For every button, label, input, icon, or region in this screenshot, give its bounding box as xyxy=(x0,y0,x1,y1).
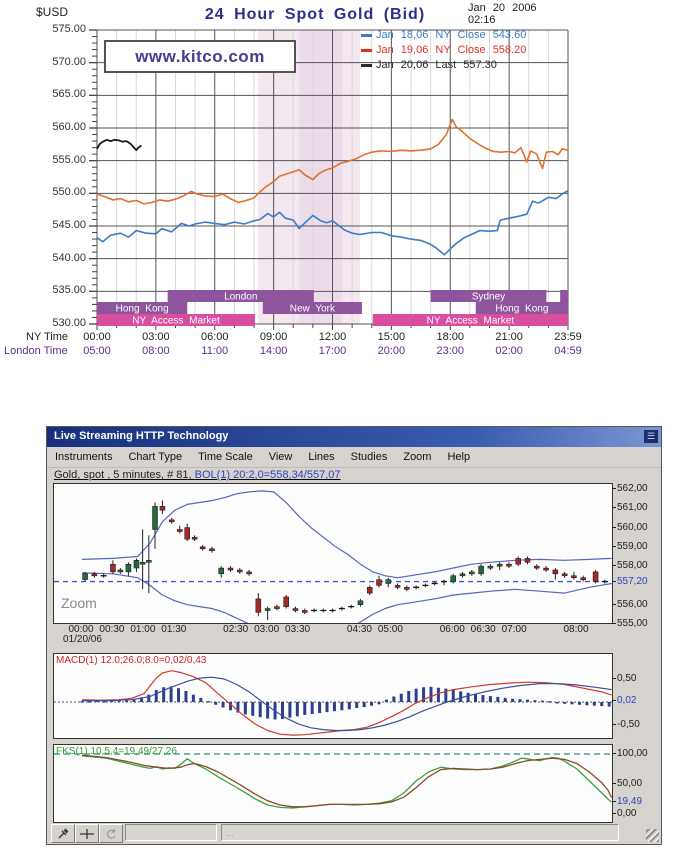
refresh-icon xyxy=(105,828,117,840)
legend-label: Jan 20,06 Last 557.30 xyxy=(376,59,497,71)
london-time-tick: 08:00 xyxy=(142,345,170,357)
ny-time-tick: 23:59 xyxy=(554,331,582,343)
macd-axis-label: 0,50 xyxy=(617,673,637,684)
ny-time-label: NY Time xyxy=(26,331,68,343)
ny-time-tick: 12:00 xyxy=(318,331,347,343)
kitco-watermark-text: www.kitco.com xyxy=(135,46,265,66)
pin-icon xyxy=(56,828,70,840)
kitco-timestamp xyxy=(468,2,537,26)
london-time-tick: 17:00 xyxy=(318,345,347,357)
window-menu-icon[interactable]: ☰ xyxy=(644,430,658,443)
time-axis-label: 08:00 xyxy=(563,624,589,635)
stochastic-axis-label: 19,49 xyxy=(617,796,643,808)
legend-label: Jan 19,06 NY Close 558.20 xyxy=(376,44,527,56)
window-title: Live Streaming HTTP Technology xyxy=(54,430,229,442)
menu-item-time-scale[interactable]: Time Scale xyxy=(198,451,253,463)
ny-time-tick: 06:00 xyxy=(200,331,229,343)
stochastic-axis-tick xyxy=(612,801,616,802)
time-axis-label: 06:30 xyxy=(470,624,496,635)
session-label: Hong Kong xyxy=(495,303,549,315)
y-axis-label: 565.00 xyxy=(52,88,86,101)
resize-grip[interactable] xyxy=(646,829,659,842)
kitco-chart-title: 24 Hour Spot Gold (Bid) xyxy=(204,6,426,23)
menu-item-chart-type[interactable]: Chart Type xyxy=(128,451,183,463)
london-time-label: London Time xyxy=(4,345,68,357)
legend-label: Jan 18,06 NY Close 543.60 xyxy=(376,29,527,41)
y-axis-label: 535.00 xyxy=(52,284,86,297)
ny-time-tick: 03:00 xyxy=(142,331,170,343)
y-axis-label: 530.00 xyxy=(52,316,86,329)
ny-time-tick: 15:00 xyxy=(377,331,406,343)
zoom-watermark: Zoom xyxy=(61,595,97,611)
kitco-plot xyxy=(0,0,640,366)
time-axis-label: 04:30 xyxy=(346,624,372,635)
session-label: Hong Kong xyxy=(115,303,169,315)
y-axis-label: 555.00 xyxy=(52,153,86,166)
price-axis-tick xyxy=(612,546,616,547)
london-time-tick: 20:00 xyxy=(377,345,406,357)
stochastic-indicator-label: FKS(1) 10,5,4=19,49/27,26 xyxy=(56,746,177,757)
legend-entry xyxy=(361,59,497,71)
trading-app-window xyxy=(46,426,662,845)
pin-tool-button[interactable] xyxy=(51,824,75,843)
status-panel-1 xyxy=(125,824,217,841)
status-panel-2 xyxy=(221,824,619,841)
price-axis-label: 555,00 xyxy=(617,617,648,629)
legend-entry xyxy=(361,29,526,41)
legend-entry xyxy=(361,44,526,56)
menu-item-zoom[interactable]: Zoom xyxy=(403,451,432,463)
london-time-tick: 04:59 xyxy=(554,345,582,357)
session-label: NY Access Market xyxy=(132,315,220,327)
session-label: NY Access Market xyxy=(426,315,515,327)
kitco-gold-chart xyxy=(0,0,640,370)
session-label: Sydney xyxy=(471,291,506,303)
legend-marker xyxy=(361,64,372,67)
menu-item-studies[interactable]: Studies xyxy=(350,451,388,463)
price-axis-tick xyxy=(612,604,616,605)
candle-chart[interactable] xyxy=(53,483,613,624)
status-bar xyxy=(49,824,661,843)
stochastic-axis-tick xyxy=(612,783,616,784)
chart-header xyxy=(54,469,341,481)
session-label: New York xyxy=(289,303,336,315)
macd-indicator-label: MACD(1) 12.0;26.0;8.0=0,02/0,43 xyxy=(56,655,207,666)
crosshair-icon xyxy=(79,828,95,840)
price-axis-label: 560,00 xyxy=(617,521,648,533)
menu-item-view[interactable]: View xyxy=(268,451,293,463)
price-axis-label: 561,00 xyxy=(617,502,648,514)
stochastic-axis-label: 0,00 xyxy=(617,808,637,819)
y-axis-label: 570.00 xyxy=(52,55,86,68)
menu-item-help[interactable]: Help xyxy=(447,451,471,463)
time-axis-label: 01:00 xyxy=(130,624,156,635)
timestamp-time: 02:16 xyxy=(468,14,496,26)
instrument-label: Gold, spot , 5 minutes, # 81, xyxy=(54,469,195,481)
stochastic-axis-tick xyxy=(612,813,616,814)
time-axis-label: 05:00 xyxy=(377,624,403,635)
stochastic-axis-label: 50,00 xyxy=(617,778,643,789)
price-axis-label: 557,20 xyxy=(617,575,648,587)
price-axis-tick xyxy=(612,507,616,508)
y-axis-label: 575.00 xyxy=(52,23,86,35)
macd-axis-label: 0,02 xyxy=(617,695,637,707)
status-panel-2-text: ... xyxy=(226,828,234,838)
time-axis-label: 02:30 xyxy=(223,624,249,635)
macd-axis-tick xyxy=(612,724,616,725)
time-axis-label: 03:30 xyxy=(285,624,311,635)
price-axis-tick xyxy=(612,581,616,582)
price-axis-label: 562,00 xyxy=(617,483,648,494)
price-axis-tick xyxy=(612,527,616,528)
menu-item-lines[interactable]: Lines xyxy=(308,451,335,463)
price-axis-label: 558,00 xyxy=(617,560,648,572)
stochastic-axis-label: 100,00 xyxy=(617,748,648,759)
london-time-tick: 14:00 xyxy=(259,345,288,357)
y-axis-label: 560.00 xyxy=(52,120,86,133)
y-axis-label: 540.00 xyxy=(52,251,86,264)
refresh-tool-button[interactable] xyxy=(99,824,123,843)
y-axis-label: 545.00 xyxy=(52,218,86,231)
time-axis-label: 03:00 xyxy=(254,624,280,635)
window-titlebar[interactable] xyxy=(47,427,661,447)
time-axis-label: 06:00 xyxy=(439,624,465,635)
kitco-watermark xyxy=(104,40,296,73)
time-axis-label: 00:00 xyxy=(68,624,94,635)
time-axis-label: 00:30 xyxy=(99,624,125,635)
y-axis-label: 550.00 xyxy=(52,186,86,199)
price-axis-label: 559,00 xyxy=(617,540,648,552)
london-time-tick: 11:00 xyxy=(201,345,229,357)
price-axis-tick xyxy=(612,565,616,566)
macd-axis-label: -0,50 xyxy=(617,719,640,730)
bollinger-study-link[interactable]: BOL(1) 20:2,0=558,34/557,07 xyxy=(194,469,341,481)
ny-time-tick: 21:00 xyxy=(495,331,523,343)
ny-time-tick: 09:00 xyxy=(259,331,288,343)
london-time-tick: 05:00 xyxy=(83,345,111,357)
legend-marker xyxy=(361,49,372,52)
menu-bar xyxy=(47,447,661,468)
macd-axis-tick xyxy=(612,700,616,701)
price-axis-tick xyxy=(612,623,616,624)
session-label: London xyxy=(224,291,258,303)
crosshair-tool-button[interactable] xyxy=(75,824,99,843)
macd-axis-tick xyxy=(612,678,616,679)
price-axis-tick xyxy=(612,488,616,489)
london-time-tick: 23:00 xyxy=(436,345,465,357)
timestamp-date: Jan 20 2006 xyxy=(468,2,537,14)
stochastic-axis-tick xyxy=(612,753,616,754)
time-axis-date: 01/20/06 xyxy=(63,634,102,645)
time-axis-label: 01:30 xyxy=(161,624,187,635)
london-time-tick: 02:00 xyxy=(495,345,523,357)
time-axis-label: 07:00 xyxy=(501,624,527,635)
currency-label: $USD xyxy=(36,5,69,19)
ny-time-tick: 00:00 xyxy=(83,331,111,343)
menu-item-instruments[interactable]: Instruments xyxy=(55,451,113,463)
ny-time-tick: 18:00 xyxy=(436,331,465,343)
legend-marker xyxy=(361,34,372,37)
price-axis-label: 556,00 xyxy=(617,598,648,610)
